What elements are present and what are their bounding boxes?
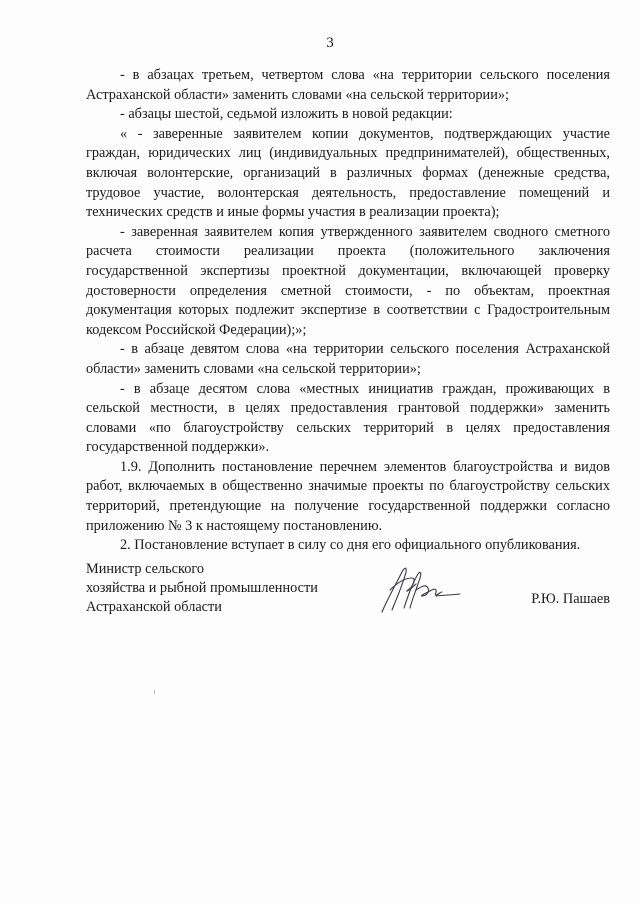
signer-title [86,560,366,617]
signer-title-line-3: Астраханской области [86,599,222,615]
signature-block [86,560,610,630]
paragraph-abzac-10: - в абзаце десятом слова «местных инициатив граждан, проживающих в сельской местности, в целях предоставления грантовой поддержки» заменить словами «по благоустройству сельских территорий в целях предоставления государственной поддержки». [86,380,610,456]
paragraph-item-2: 2. Постановление вступает в силу со дня его официального опубликования. [120,537,581,554]
paragraph-abzac-9: - в абзаце девятом слова «на территории сельского поселения Астраханской области» заменить словами «на сельской территории»; [86,341,610,377]
paragraph-abzac-3-4: - в абзацах третьем, четвертом слова «на территории сельского поселения Астраханской области» заменить словами «на сельской территории»; [86,67,610,103]
paragraph-item-1-9: 1.9. Дополнить постановление перечнем элементов благоустройства и видов работ, включаемых в общественно значимые проекты по благоустройству сельских территорий, претендующие на получение государственной поддержки согласно приложению № 3 к настоящему постановлению. [86,458,610,534]
paragraph-abzac-6-7-intro: - абзацы шестой, седьмой изложить в новой редакции: [120,106,453,123]
signer-title-line-2: хозяйства и рыбной промышленности [86,580,318,596]
signer-title-line-1: Министр сельского [86,561,205,577]
scan-speck [154,690,155,694]
paragraph-certified-copies: « - заверенные заявителем копии документов, подтверждающих участие граждан, юридических лиц (индивидуальных предпринимателей), общественных, включая волонтерские, организаций в различных формах (денежные средства, трудовое участие, волонтерская деятельность, предоставление помещений и технических средств и иные формы участия в реализации проекта); [86,125,610,221]
document-body [86,66,610,556]
signer-name: Р.Ю. Пашаев [531,591,610,607]
handwritten-signature-icon [376,560,466,618]
paragraph-estimate-copy: - заверенная заявителем копия утвержденного заявителем сводного сметного расчета стоимости реализации проекта (положительного заключения государственной экспертизы проектной документации, включающей проверку достоверности определения сметной стоимости, - по объектам, проектная документация которых подлежит экспертизе в соответствии с Градостроительным кодексом Российской Федерации);»; [86,223,610,338]
page-number: 3 [326,35,334,51]
